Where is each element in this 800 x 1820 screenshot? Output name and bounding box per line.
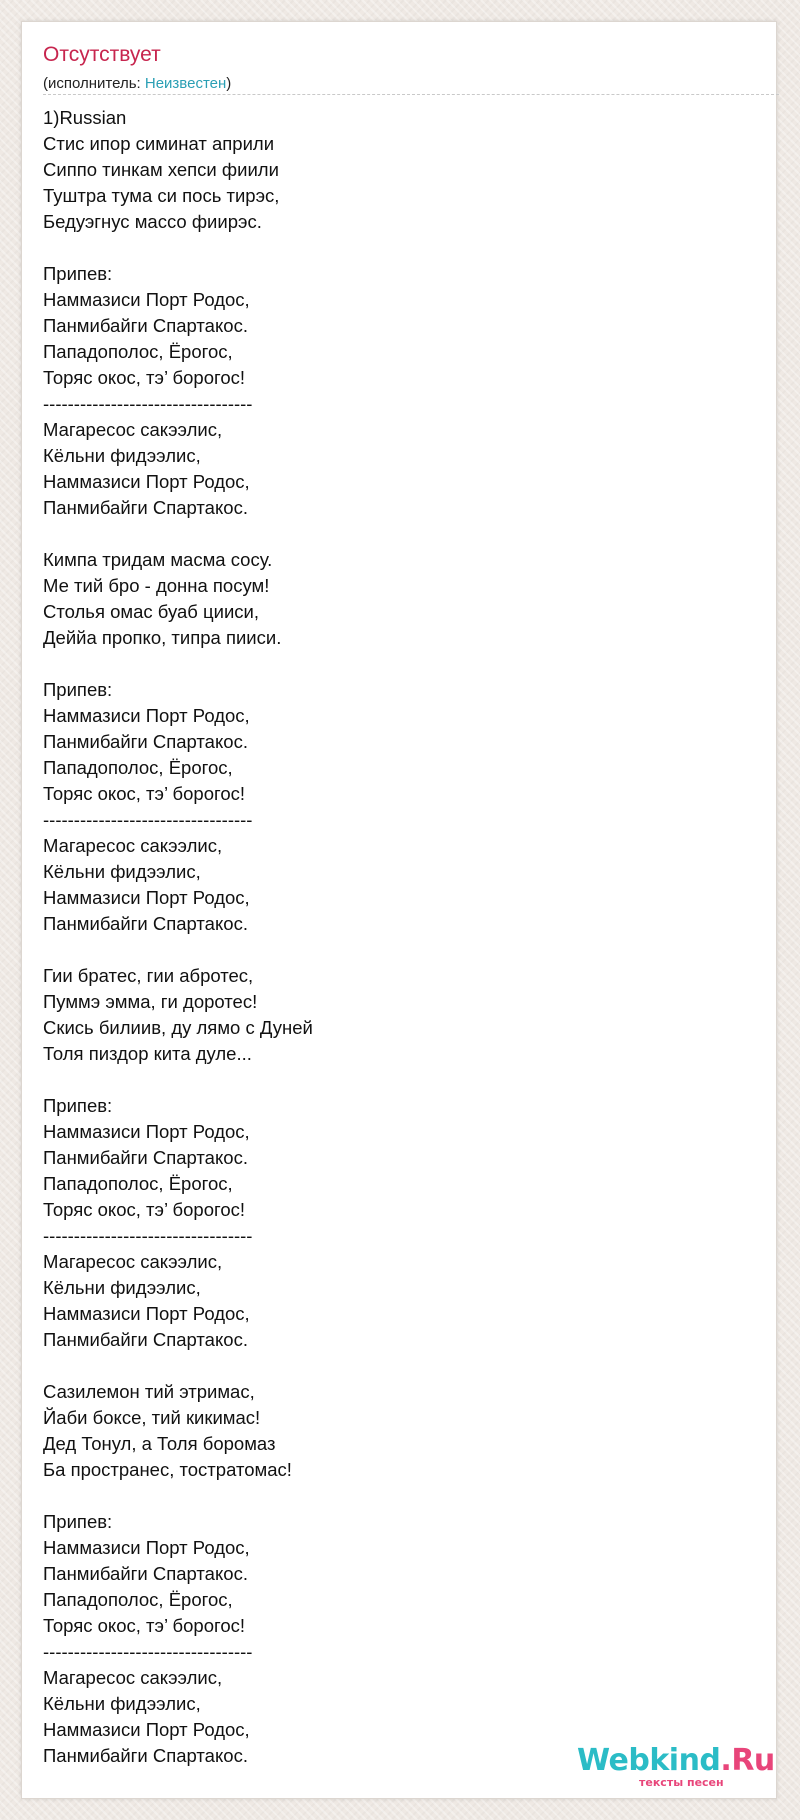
lyric-line: ---------------------------------- — [43, 1641, 253, 1662]
lyric-line: Наммазиси Порт Родос, — [43, 1121, 250, 1142]
lyric-line: Кимпа тридам масма сосу. — [43, 549, 273, 570]
lyric-line — [43, 1067, 763, 1093]
lyric-line — [43, 235, 763, 261]
lyric-line: Торяс окос, тэ’ борогос! — [43, 783, 246, 804]
lyric-line: Гии братес, гии абротес, — [43, 965, 254, 986]
artist-suffix: ) — [226, 75, 232, 92]
lyric-line: Наммазиси Порт Родос, — [43, 705, 250, 726]
lyric-line: Панмибайги Спартакос. — [43, 913, 248, 934]
lyric-line: Ме тий бро - донна посум! — [43, 575, 270, 596]
lyric-line: Йаби боксе, тий кикимас! — [43, 1407, 261, 1428]
lyric-line: Панмибайги Спартакос. — [43, 1329, 248, 1350]
lyric-line: Припев: — [43, 1511, 113, 1532]
lyric-line: Магаресос сакээлис, — [43, 1667, 223, 1688]
logo-name: Webkind — [577, 1743, 721, 1778]
lyric-line: Пападополос, Ёрогос, — [43, 341, 233, 362]
lyrics-text — [43, 105, 763, 1769]
lyric-line: Наммазиси Порт Родос, — [43, 289, 250, 310]
lyric-line: ---------------------------------- — [43, 393, 253, 414]
lyric-line: ---------------------------------- — [43, 1225, 253, 1246]
lyric-line: Панмибайги Спартакос. — [43, 731, 248, 752]
lyric-line: Кёльни фидээлис, — [43, 861, 201, 882]
lyric-line: Магаресос сакээлис, — [43, 1251, 223, 1272]
lyric-line: Торяс окос, тэ’ борогос! — [43, 1615, 246, 1636]
lyric-line: Наммазиси Порт Родос, — [43, 1303, 250, 1324]
lyric-line: Наммазиси Порт Родос, — [43, 471, 250, 492]
lyric-line: Кёльни фидээлис, — [43, 445, 201, 466]
lyric-line: Панмибайги Спартакос. — [43, 497, 248, 518]
lyric-line: Панмибайги Спартакос. — [43, 315, 248, 336]
lyric-line: Деййа пропко, типра пииси. — [43, 627, 282, 648]
lyrics-card — [21, 21, 777, 1799]
lyric-line: Торяс окос, тэ’ борогос! — [43, 367, 246, 388]
lyric-line — [43, 1353, 763, 1379]
lyric-line: Кёльни фидээлис, — [43, 1277, 201, 1298]
lyric-line: Наммазиси Порт Родос, — [43, 887, 250, 908]
lyric-line: Туштра тума си пось тирэс, — [43, 185, 280, 206]
lyric-line — [43, 651, 763, 677]
lyric-line: Магаресос сакээлис, — [43, 835, 223, 856]
lyric-line: 1)Russian — [43, 107, 127, 128]
lyric-line: Пападополос, Ёрогос, — [43, 757, 233, 778]
lyric-line: Наммазиси Порт Родос, — [43, 1719, 250, 1740]
lyric-line: Припев: — [43, 679, 113, 700]
lyric-line: Толя пиздор кита дуле... — [43, 1043, 252, 1064]
artist-link[interactable]: Неизвестен — [144, 75, 227, 92]
lyric-line: Припев: — [43, 263, 113, 284]
lyric-line: Бедуэгнус массо фиирэс. — [43, 211, 262, 232]
lyric-line: Стис ипор симинат априли — [43, 133, 275, 154]
artist-line — [43, 75, 231, 93]
lyric-line: Панмибайги Спартакос. — [43, 1563, 248, 1584]
lyric-line — [43, 937, 763, 963]
lyric-line: Магаресос сакээлис, — [43, 419, 223, 440]
lyric-line: Сазилемон тий этримас, — [43, 1381, 255, 1402]
lyric-line: Пападополос, Ёрогос, — [43, 1173, 233, 1194]
lyric-line: Панмибайги Спартакос. — [43, 1147, 248, 1168]
lyric-line: Сиппо тинкам хепси фиили — [43, 159, 279, 180]
logo-wordmark — [577, 1743, 775, 1779]
artist-prefix: (исполнитель: — [43, 75, 145, 92]
logo-tagline: тексты песен — [639, 1776, 724, 1789]
logo-tld: .Ru — [720, 1743, 775, 1778]
song-title: Отсутствует — [43, 43, 161, 66]
lyric-line: Припев: — [43, 1095, 113, 1116]
lyric-line — [43, 1483, 763, 1509]
lyric-line: Дед Тонул, а Толя боромаз — [43, 1433, 276, 1454]
lyric-line: Пападополос, Ёрогос, — [43, 1589, 233, 1610]
header-divider — [43, 94, 779, 95]
lyric-line: Панмибайги Спартакос. — [43, 1745, 248, 1766]
lyric-line: Ба пространес, тостратомас! — [43, 1459, 292, 1480]
lyric-line: Наммазиси Порт Родос, — [43, 1537, 250, 1558]
lyric-line: Столья омас буаб цииси, — [43, 601, 260, 622]
lyric-line — [43, 521, 763, 547]
lyric-line: ---------------------------------- — [43, 809, 253, 830]
lyric-line: Скись билиив, ду лямо с Дуней — [43, 1017, 313, 1038]
lyric-line: Кёльни фидээлис, — [43, 1693, 201, 1714]
lyric-line: Торяс окос, тэ’ борогос! — [43, 1199, 246, 1220]
webkind-logo[interactable] — [577, 1743, 775, 1789]
lyric-line: Пуммэ эмма, ги доротес! — [43, 991, 258, 1012]
